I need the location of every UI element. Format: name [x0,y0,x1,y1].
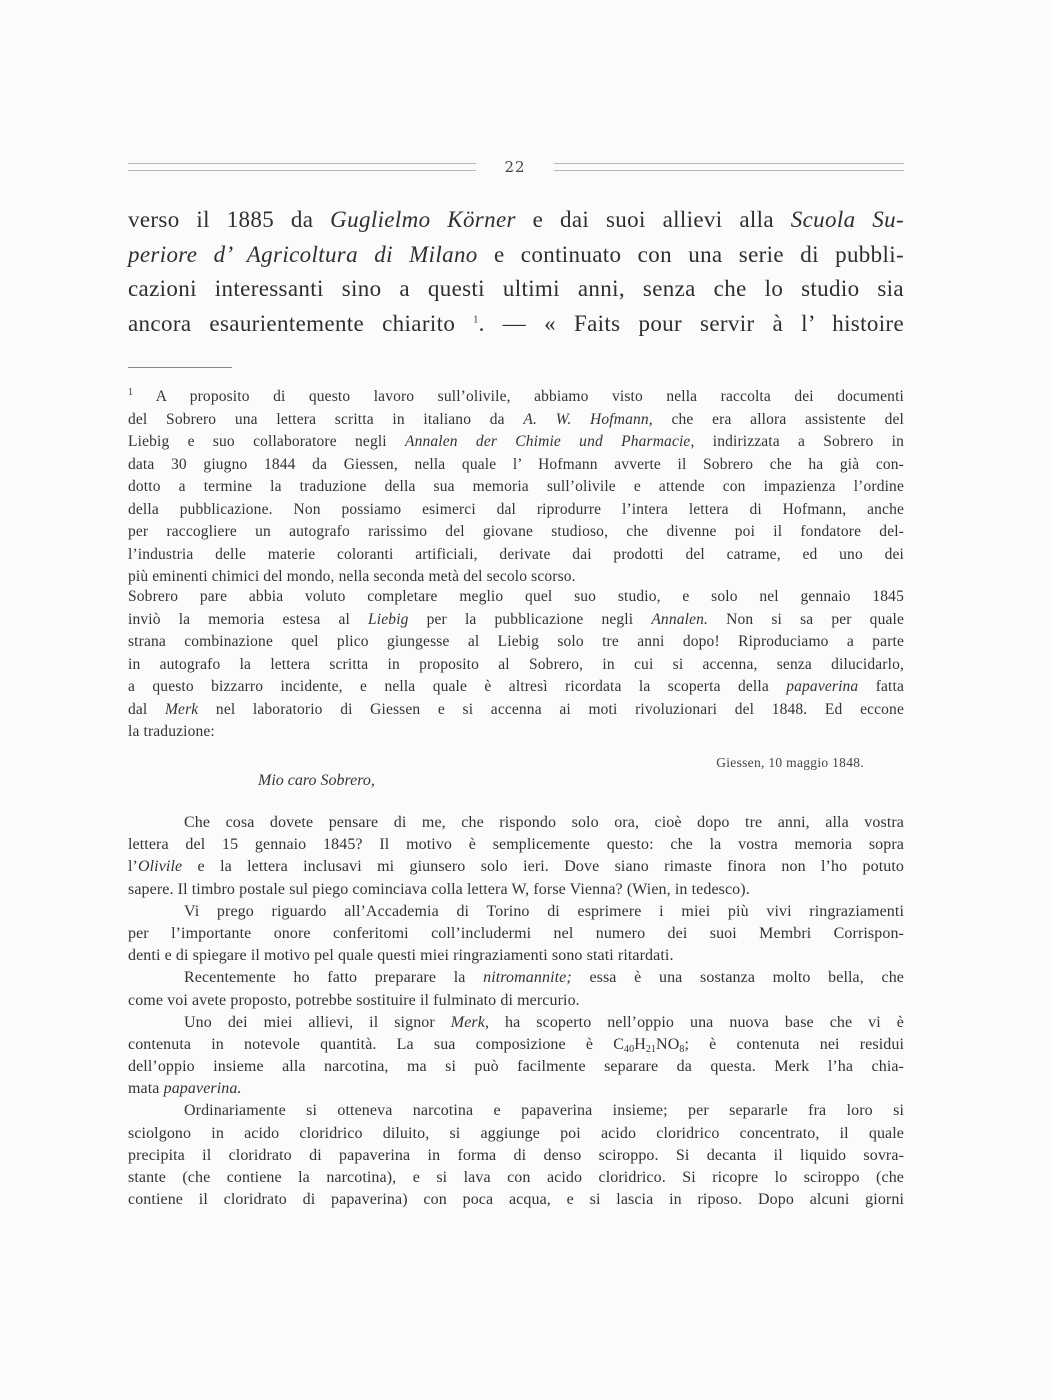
text-run: e continuato con una serie di pubbli- [477,241,904,267]
italic-text: Annalen. [651,610,709,628]
text-line [128,386,904,409]
text-run: denti e di spiegare il motivo pel quale questi miei ringraziamenti sono stati ritardati. [128,947,674,965]
text-line [128,654,904,677]
text-run: che era allora assistente del [652,410,904,428]
text-line [128,544,904,567]
text-run: sciolgono in acido cloridrico diluito, si aggiunge poi acido cloridrico concentrato, il quale [128,1124,904,1142]
header-rule-right [554,163,904,171]
text-run: lettera del 15 gennaio 1845? Il motivo è semplicemente questo: che la vostra memoria sopra [128,836,904,854]
letter-salutation: Mio caro Sobrero, [258,772,375,789]
text-line [128,834,904,856]
text-run: sapere. Il timbro postale sul piego cominciava colla lettera W, forse Vienna? (Wien, in tedesco). [128,880,750,898]
text-run: contenuta in notevole quantità. La sua composizione è C [128,1035,624,1053]
text-line [128,923,904,945]
text-run: a questo bizzarro incidente, e nella quale è altresì ricordata la scoperta della [128,678,787,695]
text-run: essa è una sostanza molto bella, che [571,969,904,987]
footnote-marker: 1 [473,313,479,325]
text-run: per l’importante onore conferitomi coll’includermi nel numero dei suoi Membri Corrispon- [128,924,904,942]
italic-text: papaverina [786,678,859,695]
text-run: Sobrero pare abbia voluto completare meglio quel suo studio, e solo nel gennaio 1845 [128,588,904,605]
text-run: NO [656,1035,680,1053]
text-run: del Sobrero una lettera scritta in italiano da [128,410,524,428]
letter-dateline: Giessen, 10 maggio 1848. [716,755,864,770]
text-line [128,1189,904,1211]
text-line [128,454,904,477]
footnote-marker: 1 [128,386,134,398]
text-run: Recentemente ho fatto preparare la [184,969,484,987]
text-line [128,521,904,544]
text-run: Liebig e suo collaboratore negli [128,433,405,450]
text-run: per la pubblicazione negli [408,610,652,628]
text-run: H [634,1035,646,1053]
text-line [128,676,904,699]
text-line [128,586,904,609]
text-run: e dai suoi allievi alla [515,207,791,232]
text-run: Uno dei miei allievi, il signor [184,1013,451,1031]
text-line [128,238,904,273]
italic-text: Merk [165,700,199,718]
text-line [128,721,904,744]
text-line [128,1012,904,1034]
subscript: 40 [623,1043,635,1055]
text-line [128,272,904,307]
text-run: ancora esaurientemente chiarito [128,310,474,336]
text-line [128,631,904,654]
text-run: e la lettera inclusavi mi giunsero solo ieri. Dove siano rimaste finora non l’ho potuto [182,858,904,876]
page-header [128,158,904,178]
text-run: Ordinariamente si otteneva narcotina e papaverina insieme; per separarle fra loro si [184,1102,904,1120]
text-run: mata [128,1080,164,1098]
text-line [128,879,904,901]
text-run: più eminenti chimici del mondo, nella seconda metà del secolo scorso. [128,568,576,585]
italic-text: Olivile [137,858,183,876]
text-run: Che cosa dovete pensare di me, che rispondo solo ora, cioè dopo tre anni, alla vostra [184,814,904,831]
text-line [128,699,904,722]
text-run: A proposito di questo lavoro sull’olivile, abbiamo visto nella raccolta dei documenti [133,388,904,405]
text-line [128,307,904,342]
italic-text: A. W. Hofmann, [523,410,653,428]
text-run: contiene il cloridrato di papaverina) con poca acqua, e si lascia in riposo. Dopo alcuni giorni [128,1191,904,1209]
text-line [128,967,904,989]
body-text [128,203,904,341]
text-run: ha scoperto nell’oppio una nuova base che vi è [489,1013,904,1031]
text-line [128,431,904,454]
text-line [128,1123,904,1145]
text-run: data 30 giugno 1844 da Giessen, nella quale l’ Hofmann avverte il Sobrero che ha già con- [128,455,904,473]
italic-text: Annalen der Chimie und Pharmacie, [404,433,695,450]
text-line [128,1034,904,1056]
text-run: dal [128,700,165,718]
text-run: nel laboratorio di Giessen e si accenna ai moti rivoluzionari del 1848. Ed eccone [198,700,904,718]
italic-text: periore d’ Agricoltura di Milano [128,241,478,267]
text-line [128,609,904,632]
text-run: l’ [128,858,138,876]
text-line [128,1078,904,1100]
footnote-paragraph-1 [128,386,904,589]
header-rule-left [128,163,476,171]
italic-text: Guglielmo Körner [330,207,516,232]
text-run: l’industria delle materie coloranti artificiali, derivate dai prodotti del catrame, ed uno dei [128,545,904,563]
text-run: per raccogliere un autografo rarissimo del giovane studioso, che divenne poi il fondatore del- [128,523,904,540]
text-line [128,1100,904,1122]
text-line [128,1145,904,1167]
italic-text: papaverina. [163,1080,242,1098]
text-run: la traduzione: [128,723,215,740]
text-line [128,856,904,878]
text-run: dell’oppio insieme alla narcotina, ma si può facilmente separare da questa. Merk l’ha chia- [128,1058,904,1076]
text-line [128,812,904,834]
page-number: 22 [504,158,526,176]
italic-text: Liebig [368,610,409,628]
text-run: inviò la memoria estesa al [128,610,369,628]
text-run: indirizzata a Sobrero in [694,433,904,450]
text-line [128,1167,904,1189]
text-run: della pubblicazione. Non possiamo esimerci dal riprodurre l’intera lettera di Hofmann, anche [128,500,904,518]
text-line [128,990,904,1012]
text-run: verso il 1885 da [128,207,331,232]
footnote-separator [128,367,232,368]
text-run: ; è contenuta nei residui [684,1035,904,1053]
text-run: come voi avete proposto, potrebbe sostituire il fulminato di mercurio. [128,991,580,1009]
italic-text: Merk, [450,1013,490,1031]
italic-text: nitromannite; [483,969,572,987]
italic-text: Scuola Su- [790,207,905,232]
text-line [128,409,904,432]
text-run: precipita il cloridrato di papaverina in forma di denso sciroppo. Si decanta il liquido sovra- [128,1146,904,1164]
text-run: . — « Faits pour servir à l’ histoire [478,310,905,336]
text-line [128,476,904,499]
text-run: strana combinazione quel plico giungesse al Liebig solo tre anni dopo! Riproduciamo a parte [128,633,904,650]
subscript: 21 [645,1043,657,1055]
text-line [128,203,904,238]
text-run: fatta [858,678,905,695]
subscript: 8 [679,1043,685,1055]
text-run: Vi prego riguardo all’Accademia di Torino di esprimere i miei più vivi ringraziamenti [184,902,904,920]
text-line [128,945,904,967]
text-line [128,901,904,923]
text-run: stante (che contiene la narcotina), e si lava con acido cloridrico. Si ricopre lo sciroppo (che [128,1169,904,1186]
text-line [128,1056,904,1078]
footnote-paragraph-2 [128,586,904,744]
text-run: dotto a termine la traduzione della sua memoria sull’olivile e attende con impazienza l’ordine [128,478,904,495]
letter-translation [128,812,904,1211]
text-run: in autografo la lettera scritta in proposito al Sobrero, in cui si accenna, senza dilucidarlo, [128,655,904,673]
text-run: cazioni interessanti sino a questi ultimi anni, senza che lo studio sia [128,276,904,301]
text-run: Non si sa per quale [708,610,904,628]
text-line [128,499,904,522]
